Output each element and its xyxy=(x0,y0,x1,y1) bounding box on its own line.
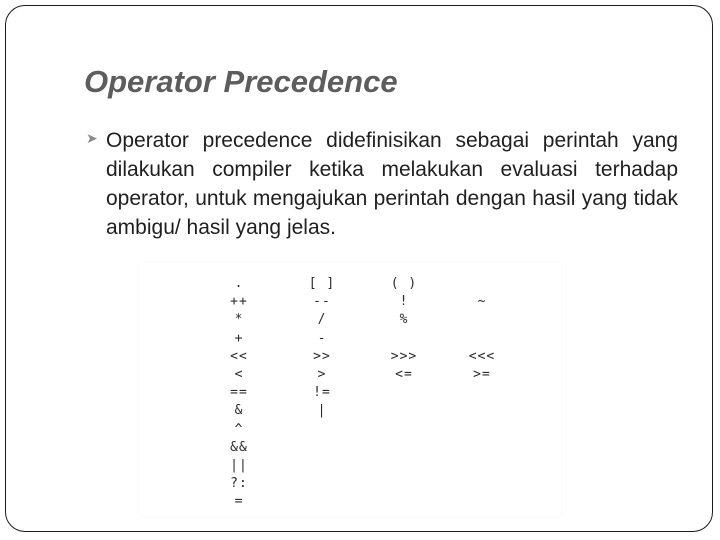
operator-cell: > xyxy=(317,367,327,382)
bullet-text: Operator precedence didefinisikan sebagai perintah yang dilakukan compiler ketika melakukan evaluasi terhadap operator, untuk mengajukan perintah dengan hasil yang tidak ambigu/ hasil yang jelas. xyxy=(106,129,678,239)
operator-precedence-table xyxy=(139,263,561,516)
operator-cell: ?: xyxy=(230,476,248,492)
operator-cell: ^ xyxy=(234,421,244,437)
operator-cell: & xyxy=(234,403,244,419)
arrow-bullet-icon: ➤ xyxy=(86,131,98,147)
operator-cell: << xyxy=(230,348,248,364)
operator-cell: >> xyxy=(313,348,331,364)
operator-cell: ++ xyxy=(230,294,248,310)
operator-cell: <<< xyxy=(468,348,496,364)
operator-cell: == xyxy=(230,385,248,401)
operator-cell: * xyxy=(234,312,244,328)
operator-cell: / xyxy=(317,312,327,328)
operator-cell: -- xyxy=(313,294,331,310)
slide-title: Operator Precedence xyxy=(84,64,398,99)
operator-cell: ~ xyxy=(477,294,487,310)
operator-cell: ( ) xyxy=(390,276,418,291)
operator-cell: = xyxy=(234,494,244,510)
operator-cell: [ ] xyxy=(308,276,336,291)
operator-cell: | xyxy=(317,403,327,419)
operator-cell: ! xyxy=(399,294,409,310)
slide-frame xyxy=(5,5,713,532)
operator-cell: - xyxy=(317,330,327,346)
operator-cell: < xyxy=(234,367,244,382)
operator-cell: >>> xyxy=(390,348,418,364)
operator-cell: . xyxy=(234,276,244,291)
operator-cell: <= xyxy=(395,367,413,382)
bullet-item xyxy=(86,126,678,242)
operator-cell: && xyxy=(230,439,248,455)
operator-cell: || xyxy=(230,458,248,473)
operator-cell: >= xyxy=(473,367,491,382)
operator-cell: % xyxy=(399,312,409,328)
operator-cell: + xyxy=(234,330,244,346)
operator-cell: != xyxy=(313,385,331,401)
